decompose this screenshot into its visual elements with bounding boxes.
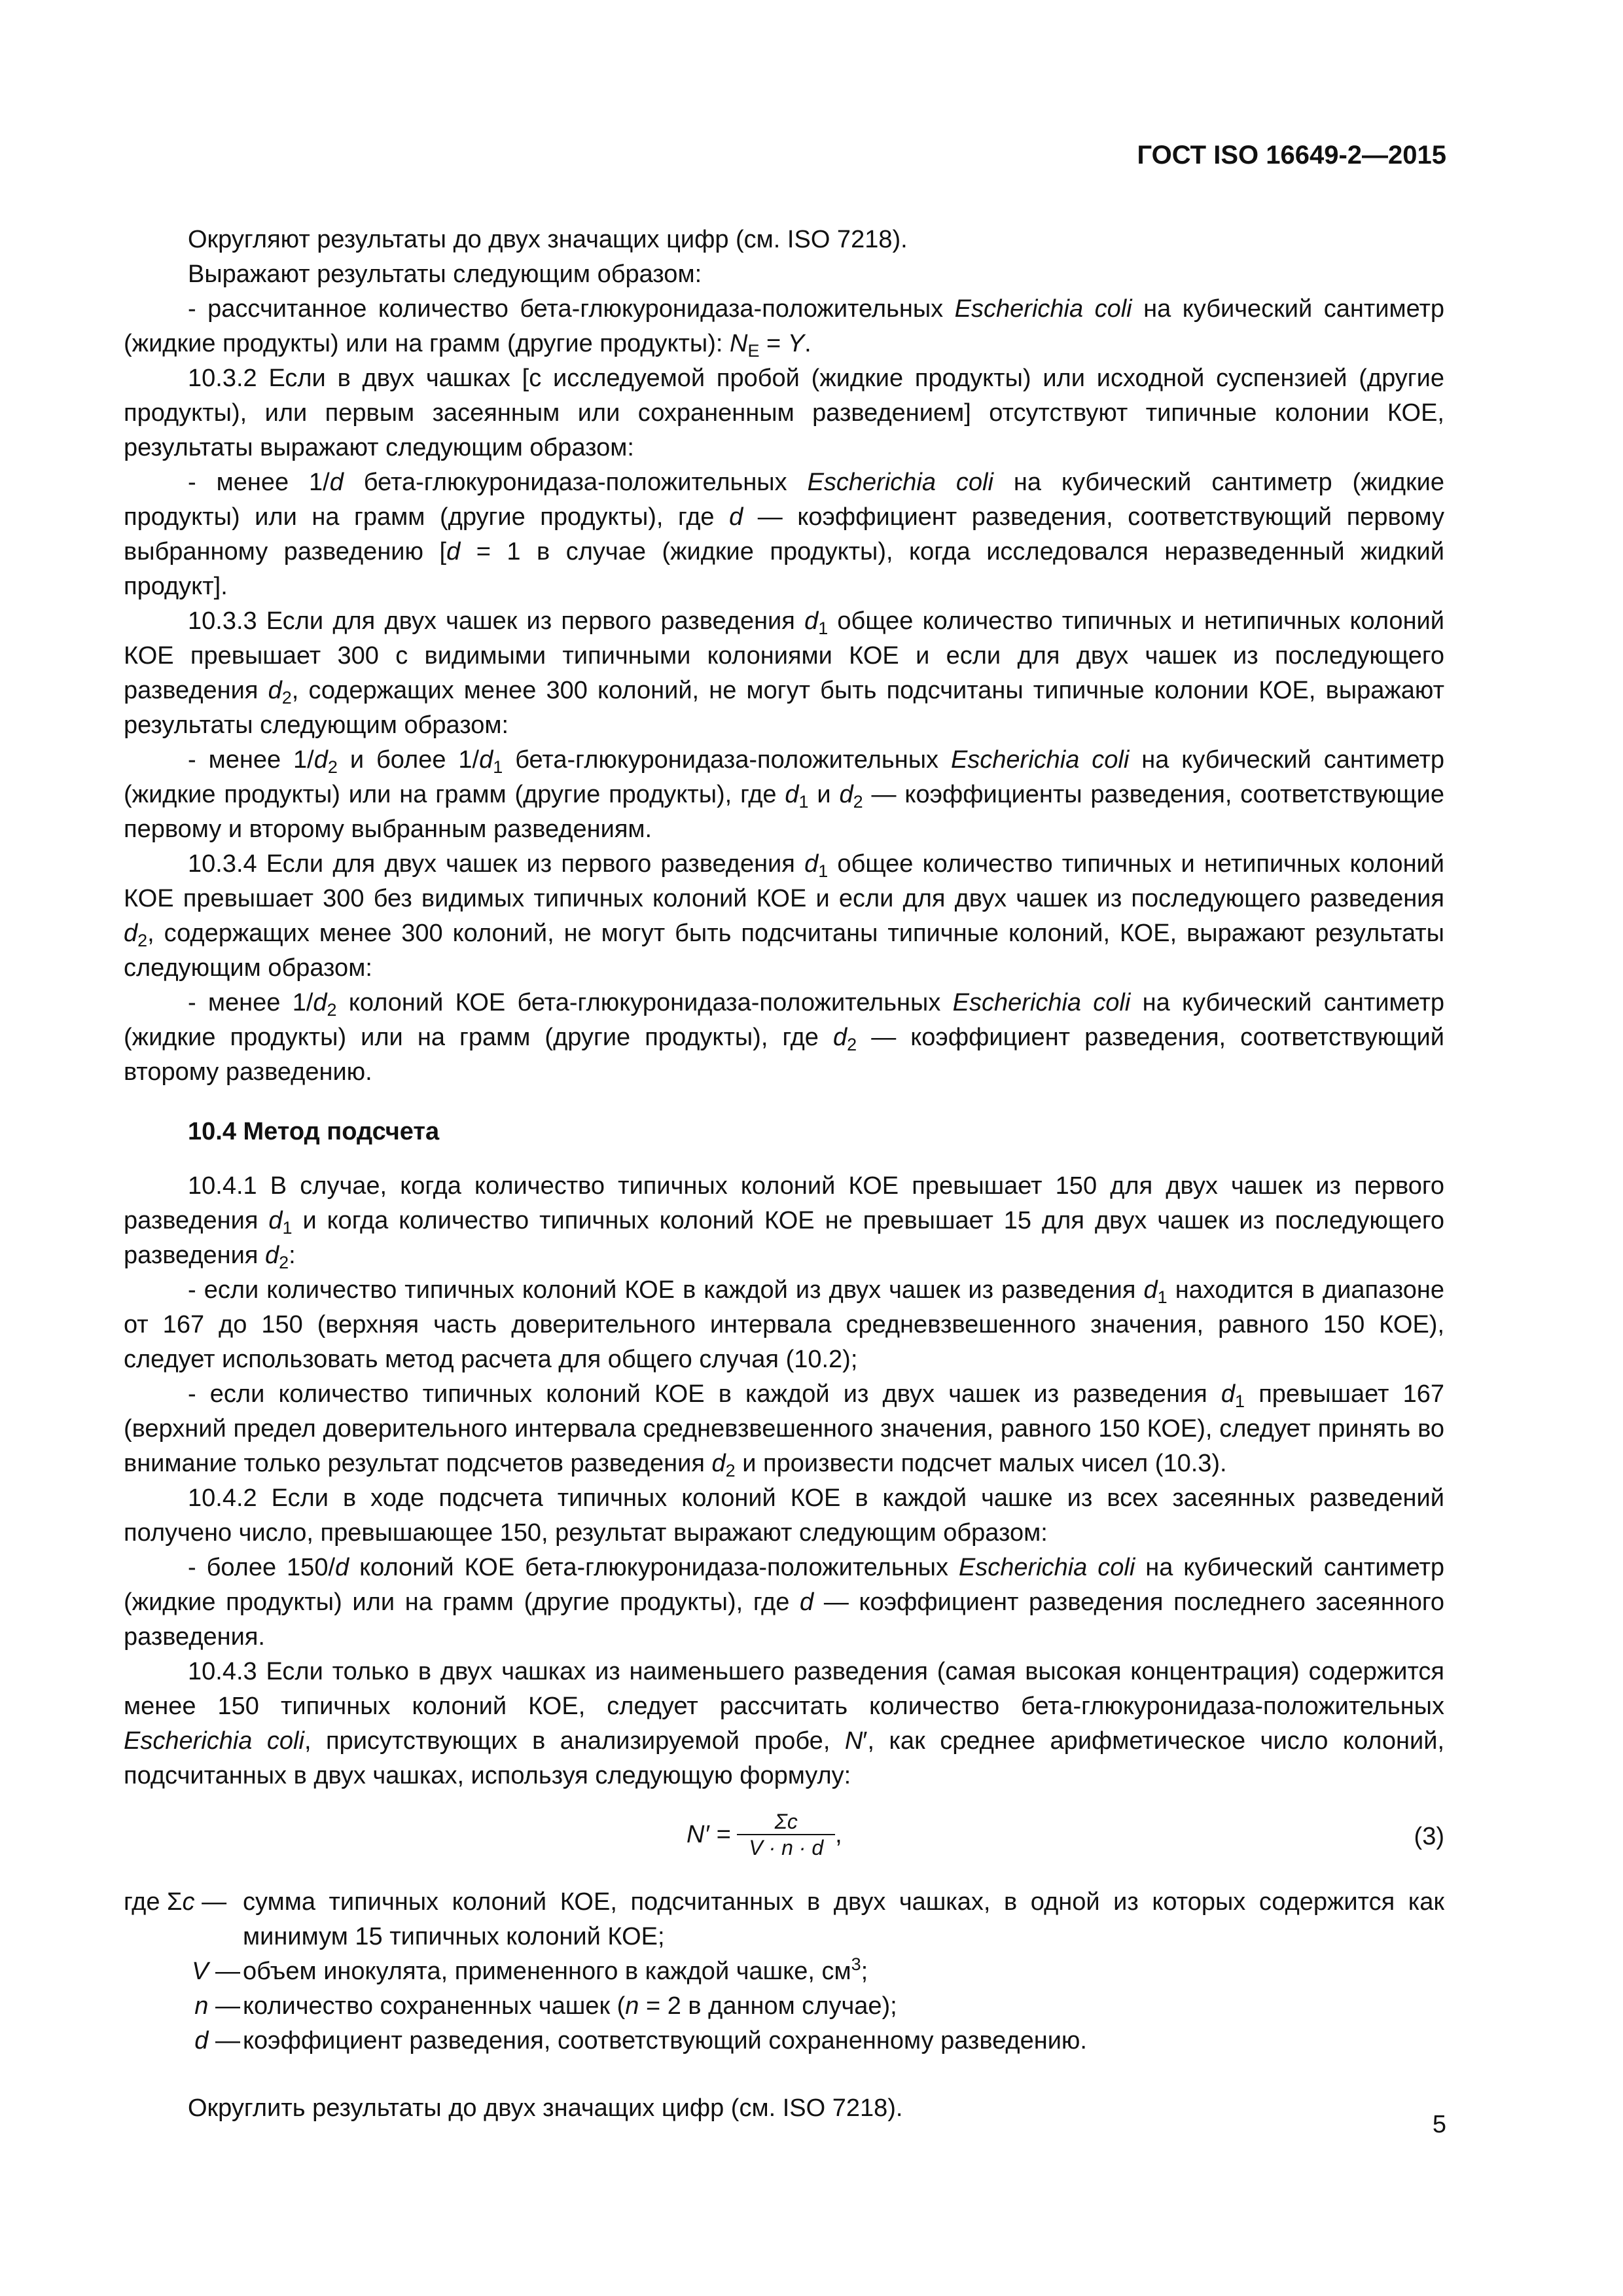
formula-expression xyxy=(687,1809,842,1860)
definition-item xyxy=(124,1885,1444,1954)
paragraph: Округлить результаты до двух значащих цифр (см. ISO 7218). xyxy=(188,2094,903,2122)
paragraph: - если количество типичных колоний КОЕ в каждой из двух чашек из разведения $d_1$ превышает 167 (верхний предел доверительного интервала средневзвешенного значения, равного 150 КОЕ), следует принять во внимание только результат подсчетов разведения $d_2$ и произвести подсчет малых чисел (10.3). xyxy=(124,1380,1444,1480)
formula-lhs: N′ = xyxy=(687,1820,731,1848)
definition-item xyxy=(124,1954,1444,1989)
paragraph: 10.3.2 Если в двух чашках [с исследуемой пробой (жидкие продукты) или исходной суспензией (другие продукты), или первым засеянным или сохраненным разведением] отсутствуют типичные колонии КОЕ, результаты выражают следующим образом: xyxy=(124,365,1444,461)
definition-symbol: n — xyxy=(194,1992,240,2020)
document-code-header: ГОСТ ISO 16649-2—2015 xyxy=(1137,141,1446,170)
definition-symbol: V — xyxy=(192,1958,240,1985)
paragraph: - менее $1/d_2$ колоний КОЕ бета-глюкуронидаза-положительных Escherichia coli на кубический сантиметр (жидкие продукты) или на грамм (другие продукты), где $d_2$ — коэффициент разведения, соответствующий второму разведению. xyxy=(124,989,1445,1086)
paragraph: - менее 1/d бета-глюкуронидаза-положительных Escherichia coli на кубический сантиметр (жидкие продукты) или на грамм (другие продукты), где d — коэффициент разведения, соответствующий первому выбранному разведению [d = 1 в случае (жидкие продукты), когда исследовался неразведенный жидкий продукт]. xyxy=(124,469,1445,600)
section-heading: 10.4 Метод подсчета xyxy=(188,1118,440,1145)
definition-item xyxy=(124,2024,1444,2058)
paragraph: 10.3.3 Если для двух чашек из первого разведения $d_1$ общее количество типичных и нетипичных колоний КОЕ превышает 300 с видимыми типичными колониями КОЕ и если для двух чашек из последующего разведения $d_2$, содержащих менее 300 колоний, не могут быть подсчитаны типичные колонии КОЕ, выражают результаты следующим образом: xyxy=(124,607,1445,739)
paragraph: Округляют результаты до двух значащих цифр (см. ISO 7218). xyxy=(188,226,908,253)
paragraph: 10.3.4 Если для двух чашек из первого разведения $d_1$ общее количество типичных и нетипичных колоний КОЕ превышает 300 без видимых типичных колоний КОЕ и если для двух чашек из последующего разведения $d_2$, содержащих менее 300 колоний, не могут быть подсчитаны типичные колоний, КОЕ, выражают результаты следующим образом: xyxy=(124,850,1445,982)
formula-block xyxy=(124,1801,1444,1873)
paragraph: - рассчитанное количество бета-глюкуронидаза-положительных Escherichia coli на кубический сантиметр (жидкие продукты) или на грамм (другие продукты): $N_E = Y$. xyxy=(124,295,1444,361)
formula-numerator: Σc xyxy=(774,1810,798,1833)
paragraph: - более 150/d колоний КОЕ бета-глюкуронидаза-положительных Escherichia coli на кубический сантиметр (жидкие продукты) или на грамм (другие продукты), где d — коэффициент разведения последнего засеянного разведения. xyxy=(124,1554,1445,1651)
paragraph: 10.4.2 Если в ходе подсчета типичных колоний КОЕ в каждой чашке из всех засеянных разведений получено число, превышающее 150, результат выражают следующим образом: xyxy=(124,1484,1444,1547)
paragraph: Выражают результаты следующим образом: xyxy=(188,260,702,288)
document-body xyxy=(124,223,1444,2126)
formula-trail: , xyxy=(835,1820,842,1848)
paragraph: 10.4.1 В случае, когда количество типичных колоний КОЕ превышает 150 для двух чашек из первого разведения $d_1$ и когда количество типичных колоний КОЕ не превышает 15 для двух чашек из последующего разведения $d_2$: xyxy=(124,1172,1444,1272)
formula-number: (3) xyxy=(1414,1823,1444,1850)
paragraph: - менее $1/d_2$ и более $1/d_1$ бета-глюкуронидаза-положительных Escherichia coli на кубический сантиметр (жидкие продукты) или на грамм (другие продукты), где $d_1$ и $d_2$ — коэффициенты разведения, соответствующие первому и второму выбранным разведениям. xyxy=(124,746,1444,843)
definition-item xyxy=(124,1989,1444,2024)
page-number: 5 xyxy=(1432,2111,1446,2138)
formula-definitions xyxy=(124,1885,1444,2058)
definition-text: количество сохраненных чашек (n = 2 в данном случае); xyxy=(243,1992,897,2020)
definition-text: объем инокулята, примененного в каждой чашке, $см^3$; xyxy=(243,1954,868,1985)
paragraph: - если количество типичных колоний КОЕ в каждой из двух чашек из разведения $d_1$ находится в диапазоне от 167 до 150 (верхняя часть доверительного интервала средневзвешенного значения, равного 150 КОЕ), следует использовать метод расчета для общего случая (10.2); xyxy=(124,1276,1444,1373)
paragraph: 10.4.3 Если только в двух чашках из наименьшего разведения (самая высокая концентрация) содержится менее 150 типичных колоний КОЕ, следует рассчитать количество бета-глюкуронидаза-положительных Escherichia coli, присутствующих в анализируемой пробе, N′, как среднее арифметическое число колоний, подсчитанных в двух чашках, используя следующую формулу: xyxy=(124,1658,1445,1789)
definition-symbol: где Σc — xyxy=(124,1888,227,1916)
definition-symbol: d — xyxy=(194,2027,240,2054)
formula-fraction xyxy=(737,1809,835,1860)
definition-text: коэффициент разведения, соответствующий сохраненному разведению. xyxy=(243,2027,1087,2054)
definition-text: сумма типичных колоний КОЕ, подсчитанных в двух чашках, в одной из которых содержится как минимум 15 типичных колоний КОЕ; xyxy=(243,1888,1444,1950)
formula-denominator: V · n · d xyxy=(737,1834,835,1860)
